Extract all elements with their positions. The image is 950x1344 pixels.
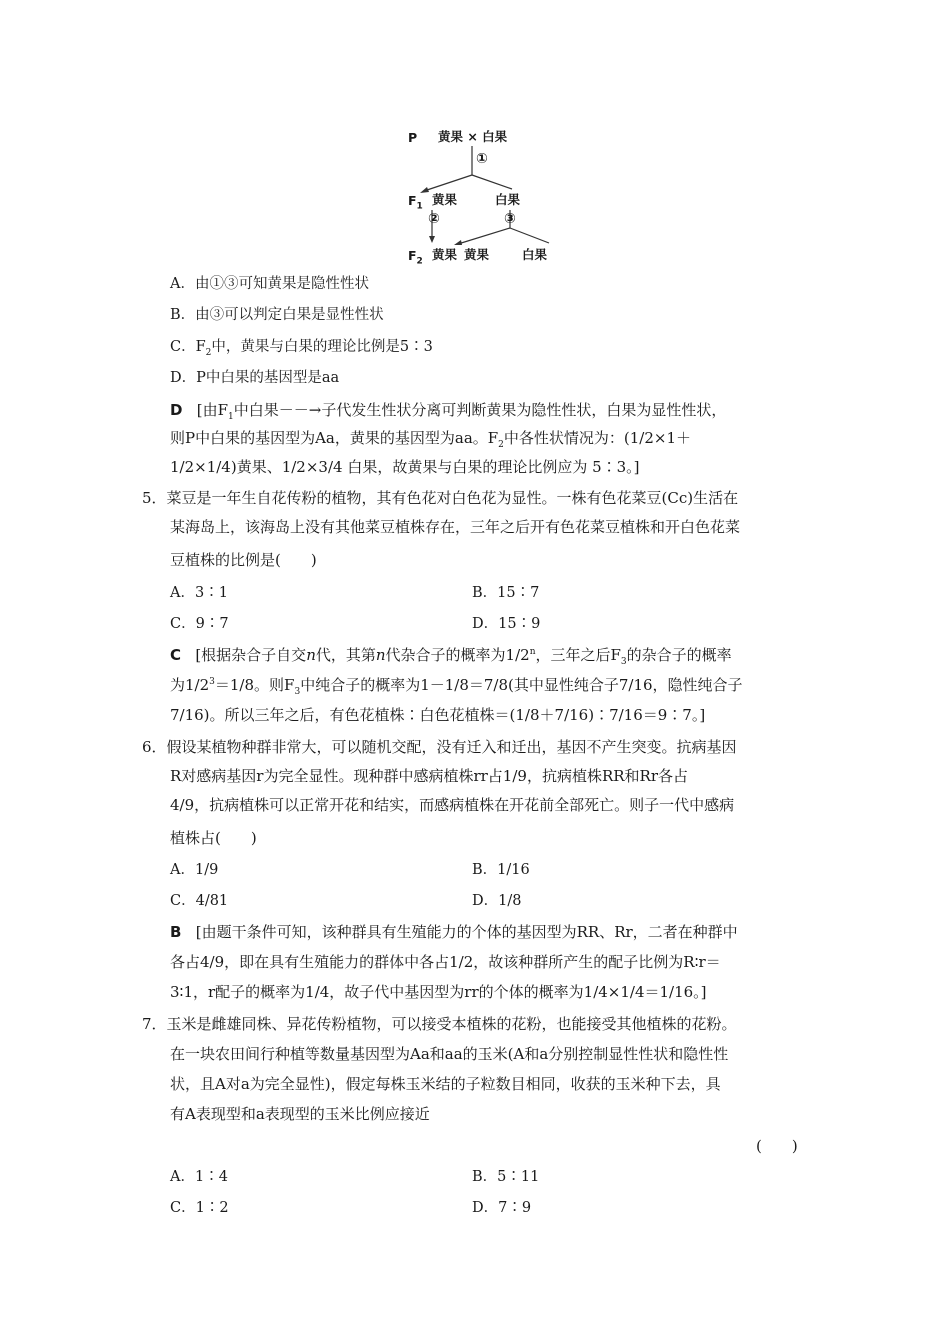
q4-option-d: D．P中白果的基因型是aa — [170, 370, 340, 386]
q6-option-c: C．4/81 — [170, 893, 229, 909]
q4-answer-letter: D — [170, 401, 183, 419]
branch-line-left — [424, 175, 472, 191]
q7-option-b: B．5∶11 — [472, 1169, 540, 1185]
arrowhead — [429, 236, 435, 243]
arrowhead — [420, 187, 429, 193]
q5-stem-line-3: 豆植株的比例是( ) — [170, 551, 317, 569]
q4-answer-line-2: 则P中白果的基因型为Aa，黄果的基因型为aa。$F_2$中各性状情况为：(1/2×1＋ — [170, 429, 692, 450]
q6-stem-line-1: 6．假设某植物种群非常大，可以随机交配，没有迁入和迁出，基因不产生突变。抗病基因 — [142, 738, 737, 756]
q6-stem-line-4: 植株占( ) — [170, 829, 257, 847]
q7-option-a: A．1∶4 — [170, 1169, 228, 1185]
q6-option-a: A．1/9 — [170, 862, 219, 878]
q5-option-c: C．9∶7 — [170, 616, 229, 632]
q5-option-b: B．15∶7 — [472, 585, 540, 601]
q4-answer-line-1: D [由$F_1$中白果－－→子代发生性状分离可判断黄果为隐性性状，白果为显性性状， — [170, 401, 727, 422]
p-label: P — [408, 130, 418, 145]
f1-yellow: 黄果 — [432, 192, 458, 207]
branch-line-right — [472, 175, 512, 189]
f2-yellow-1: 黄果 — [432, 247, 458, 262]
q7-answer-parentheses: ( ) — [756, 1137, 798, 1155]
step-2-marker: ② — [428, 211, 440, 227]
q7-stem-line-1: 7．玉米是雌雄同株、异花传粉植物，可以接受本植株的花粉，也能接受其他植株的花粉。 — [142, 1015, 737, 1033]
step-3-marker: ③ — [504, 211, 516, 227]
q5-answer-letter: C — [170, 646, 182, 664]
f2-white: 白果 — [522, 247, 548, 262]
q4-option-b: B．由③可以判定白果是显性性状 — [170, 307, 384, 323]
q5-answer-line-3: 7/16)。所以三年之后，有色花植株∶白色花植株＝(1/8＋7/16)∶7/16＝9∶7。] — [170, 706, 706, 724]
q4-answer-line-3: 1/2×1/4)黄果、1/2×3/4 白果，故黄果与白果的理论比例应为 5∶3。] — [170, 458, 640, 476]
q5-stem-line-1: 5．菜豆是一年生自花传粉的植物，其有色花对白色花为显性。一株有色花菜豆(Cc)生活在 — [142, 489, 739, 507]
q4-option-c: C．$F_2$中，黄果与白果的理论比例是5∶3 — [170, 339, 433, 358]
q7-option-c: C．1∶2 — [170, 1200, 229, 1216]
q6-stem-line-2: R对感病基因r为完全显性。现种群中感病植株rr占1/9，抗病植株RR和Rr各占 — [170, 767, 689, 785]
q5-answer-line-1: C [根据杂合子自交n代，其第n代杂合子的概率为1/2$^n$，三年之后$F_3$的杂合子的概率 — [170, 646, 732, 667]
q7-stem-line-3: 状，且A对a为完全显性)，假定每株玉米结的子粒数目相同，收获的玉米种下去，具 — [170, 1075, 721, 1093]
q4-option-a: A．由①③可知黄果是隐性性状 — [170, 276, 369, 292]
f1-label: $F_1$ — [408, 193, 423, 212]
f2-yellow-2: 黄果 — [464, 247, 490, 262]
q5-option-d: D．15∶9 — [472, 616, 541, 632]
q6-answer-line-2: 各占4/9，即在具有生殖能力的群体中各占1/2，故该种群所产生的配子比例为R∶r＝ — [170, 953, 721, 971]
q5-option-a: A．3∶1 — [170, 585, 228, 601]
q6-option-b: B．1/16 — [472, 862, 530, 878]
f1-white: 白果 — [495, 192, 521, 207]
q7-stem-line-2: 在一块农田间行种植等数量基因型为Aa和aa的玉米(A和a分别控制显性性状和隐性性 — [170, 1045, 729, 1063]
q6-answer-letter: B — [170, 923, 182, 941]
f2-label: $F_2$ — [408, 248, 423, 267]
branch-line-3-left — [458, 228, 510, 244]
step-1-marker: ① — [476, 151, 488, 167]
q7-option-d: D．7∶9 — [472, 1200, 532, 1216]
p-cross: 黄果 × 白果 — [438, 129, 508, 144]
branch-line-3-right — [510, 228, 549, 243]
q6-option-d: D．1/8 — [472, 893, 522, 909]
q7-stem-line-4: 有A表现型和a表现型的玉米比例应接近 — [170, 1105, 430, 1123]
q6-stem-line-3: 4/9，抗病植株可以正常开花和结实，而感病植株在开花前全部死亡。则子一代中感病 — [170, 796, 735, 814]
q5-stem-line-2: 某海岛上，该海岛上没有其他菜豆植株存在，三年之后开有色花菜豆植株和开白色花菜 — [170, 518, 741, 536]
arrowhead — [454, 240, 462, 245]
q5-answer-line-2: 为$1/2^3=1/8$。则$F_3$中纯合子的概率为1－1/8＝7/8(其中显性纯合子7/16，隐性纯合子 — [170, 676, 743, 697]
q6-answer-line-1: B [由题干条件可知，该种群具有生殖能力的个体的基因型为RR、Rr，二者在种群中 — [170, 923, 738, 941]
q6-answer-line-3: 3∶1，r配子的概率为1/4，故子代中基因型为rr的个体的概率为1/4×1/4＝1/16。] — [170, 983, 707, 1001]
